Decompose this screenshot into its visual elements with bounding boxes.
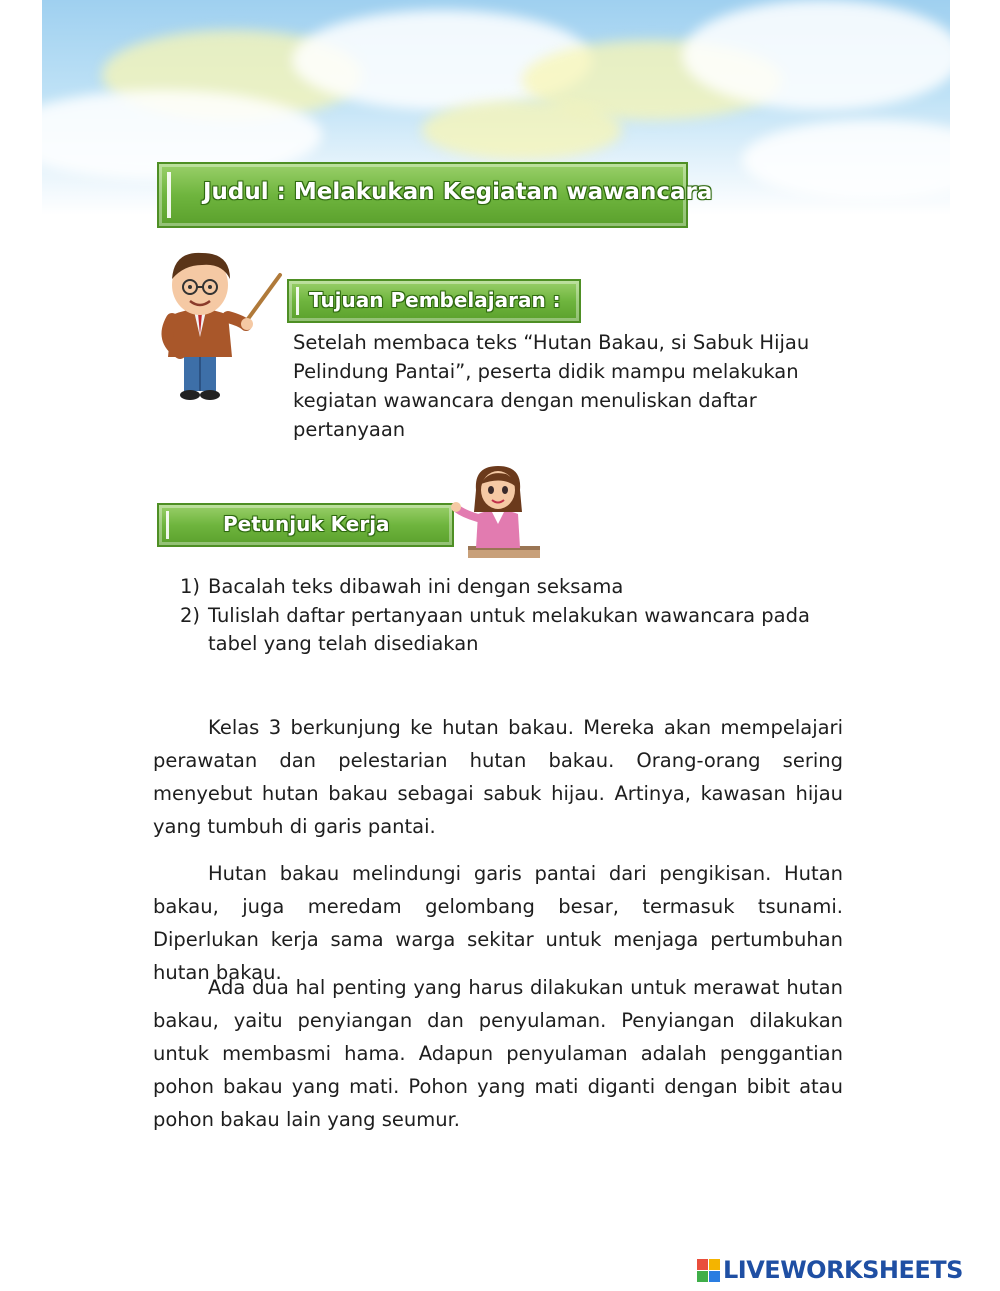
judul-banner bbox=[157, 162, 713, 228]
petunjuk-banner bbox=[157, 503, 454, 547]
teacher-woman-illustration bbox=[448, 460, 543, 560]
step-text: Bacalah teks dibawah ini dengan seksama bbox=[208, 575, 624, 598]
tujuan-banner bbox=[287, 279, 581, 323]
reading-paragraph-3: Ada dua hal penting yang harus dilakukan untuk merawat hutan bakau, yaitu penyiangan dan penyulaman. Penyiangan dilakukan untuk membasmi hama. Adapun penyulaman adalah penggantian pohon bakau yang mati. Pohon yang mati diganti dengan bibit atau pohon bakau lain yang seumur. bbox=[153, 976, 843, 1131]
teacher-man-illustration bbox=[150, 245, 285, 405]
petunjuk-steps-list bbox=[180, 573, 860, 659]
tujuan-description: Setelah membaca teks “Hutan Bakau, si Sabuk Hijau Pelindung Pantai”, peserta didik mampu melakukan kegiatan wawancara dengan menuliskan daftar pertanyaan bbox=[293, 331, 810, 441]
liveworksheets-logo-text: LIVEWORKSHEETS bbox=[723, 1256, 963, 1284]
reading-paragraph-1: Kelas 3 berkunjung ke hutan bakau. Mereka akan mempelajari perawatan dan pelestarian hutan bakau. Orang-orang sering menyebut hutan bakau sebagai sabuk hijau. Artinya, kawasan hijau yang tumbuh di garis pantai. bbox=[153, 716, 843, 838]
judul-title: Judul : Melakukan Kegiatan wawancara bbox=[203, 179, 713, 205]
reading-paragraph-2: Hutan bakau melindungi garis pantai dari pengikisan. Hutan bakau, juga meredam gelombang besar, termasuk tsunami. Diperlukan kerja sama warga sekitar untuk menjaga pertumbuhan hutan bakau. bbox=[153, 862, 843, 984]
list-item bbox=[180, 573, 860, 602]
liveworksheets-logo[interactable] bbox=[697, 1254, 963, 1286]
petunjuk-heading: Petunjuk Kerja bbox=[223, 512, 390, 536]
list-item bbox=[180, 602, 860, 659]
step-number: 1) bbox=[180, 575, 201, 598]
liveworksheets-logo-icon bbox=[697, 1259, 720, 1282]
step-number: 2) bbox=[180, 603, 201, 627]
step-text: Tulislah daftar pertanyaan untuk melakukan wawancara pada tabel yang telah disediakan bbox=[208, 603, 810, 655]
tujuan-heading: Tujuan Pembelajaran : bbox=[309, 288, 561, 312]
